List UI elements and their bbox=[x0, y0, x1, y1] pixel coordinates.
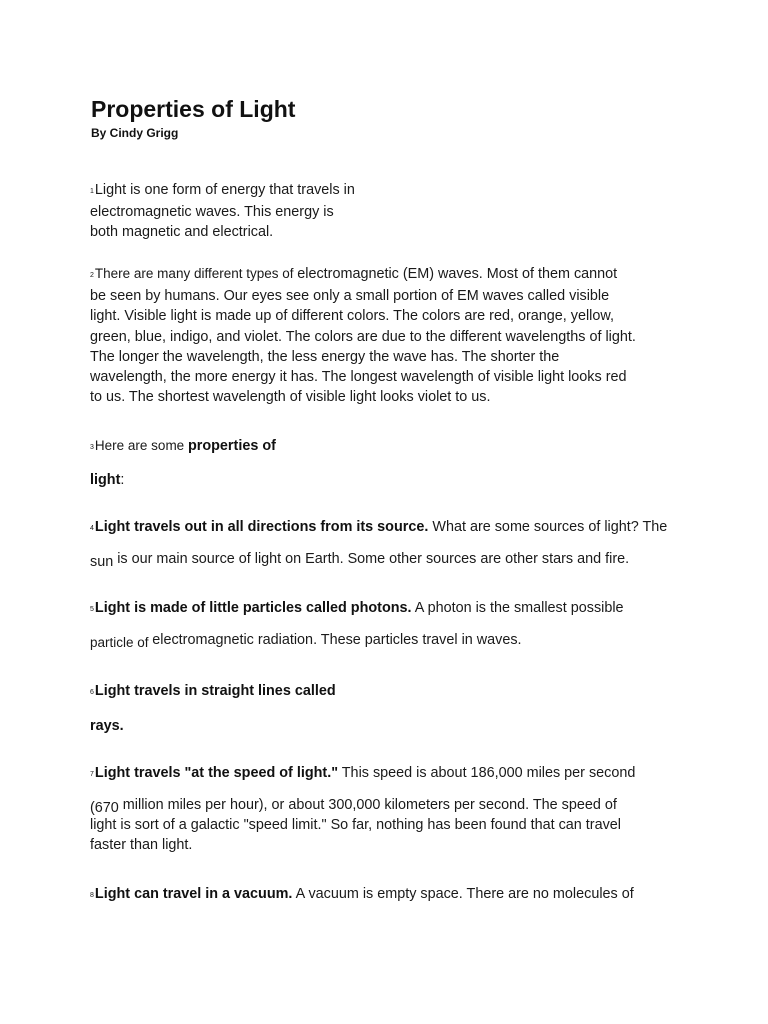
paragraph-3 bbox=[90, 436, 276, 458]
paragraph-line: 7Light travels "at the speed of light." This speed is about 186,000 miles per second bbox=[90, 765, 636, 781]
paragraph-number: 3 bbox=[90, 444, 94, 451]
paragraph-line: faster than light. bbox=[90, 837, 193, 854]
paragraph-number: 4 bbox=[90, 525, 94, 532]
paragraph-5 bbox=[90, 598, 624, 620]
paragraph-2 bbox=[90, 264, 636, 407]
paragraph-line: rays. bbox=[90, 718, 124, 734]
paragraph-number: 5 bbox=[90, 606, 94, 613]
paragraph-line: light: bbox=[90, 472, 125, 488]
paragraph-4-continued bbox=[90, 549, 629, 569]
paragraph-line: The longer the wavelength, the less energy the wave has. The shorter the bbox=[90, 348, 560, 365]
paragraph-line: 8Light can travel in a vacuum. A vacuum is empty space. There are no molecules of bbox=[90, 886, 634, 902]
document-title: Properties of Light bbox=[91, 96, 296, 122]
paragraph-line: (670 million miles per hour), or about 300,000 kilometers per second. The speed of bbox=[90, 797, 617, 816]
paragraph-line: particle of electromagnetic radiation. These particles travel in waves. bbox=[90, 632, 522, 650]
paragraph-line: light. Visible light is made up of different colors. The colors are red, orange, yellow, bbox=[90, 308, 614, 325]
paragraph-line: be seen by humans. Our eyes see only a small portion of EM waves called visible bbox=[90, 288, 610, 305]
paragraph-4 bbox=[90, 517, 667, 539]
paragraph-number: 2 bbox=[90, 272, 94, 279]
paragraph-line: to us. The shortest wavelength of visible light looks violet to us. bbox=[90, 389, 491, 406]
paragraph-line: light is sort of a galactic "speed limit." So far, nothing has been found that can travel bbox=[90, 817, 621, 834]
paragraph-5-continued bbox=[90, 630, 522, 650]
paragraph-number: 7 bbox=[90, 771, 94, 778]
paragraph-1 bbox=[90, 180, 355, 243]
paragraph-line: wavelength, the more energy it has. The longest wavelength of visible light looks red bbox=[90, 369, 627, 386]
paragraph-number: 8 bbox=[90, 892, 94, 899]
paragraph-8 bbox=[90, 884, 634, 906]
paragraph-7-continued bbox=[90, 795, 621, 856]
paragraph-line: 5Light is made of little particles called photons. A photon is the smallest possible bbox=[90, 600, 624, 616]
paragraph-6-continued bbox=[90, 716, 124, 736]
paragraph-line: 1Light is one form of energy that travels in bbox=[90, 182, 355, 198]
paragraph-line: both magnetic and electrical. bbox=[90, 224, 274, 241]
paragraph-line: green, blue, indigo, and violet. The colors are due to the different wavelengths of light. bbox=[90, 328, 636, 345]
paragraph-number: 1 bbox=[90, 188, 94, 195]
paragraph-line: 6Light travels in straight lines called bbox=[90, 683, 336, 699]
paragraph-line: 3Here are some properties of bbox=[90, 438, 276, 454]
paragraph-line: sun is our main source of light on Earth. Some other sources are other stars and fire. bbox=[90, 551, 630, 570]
document-author: By Cindy Grigg bbox=[91, 126, 179, 140]
paragraph-7 bbox=[90, 763, 635, 785]
paragraph-number: 6 bbox=[90, 689, 94, 696]
paragraph-line: electromagnetic waves. This energy is bbox=[90, 204, 334, 221]
paragraph-line: 4Light travels out in all directions from its source. What are some sources of light? The bbox=[90, 519, 668, 535]
paragraph-line: 2There are many different types of electromagnetic (EM) waves. Most of them cannot bbox=[90, 266, 618, 282]
paragraph-6 bbox=[90, 681, 336, 703]
paragraph-3-continued bbox=[90, 470, 124, 490]
